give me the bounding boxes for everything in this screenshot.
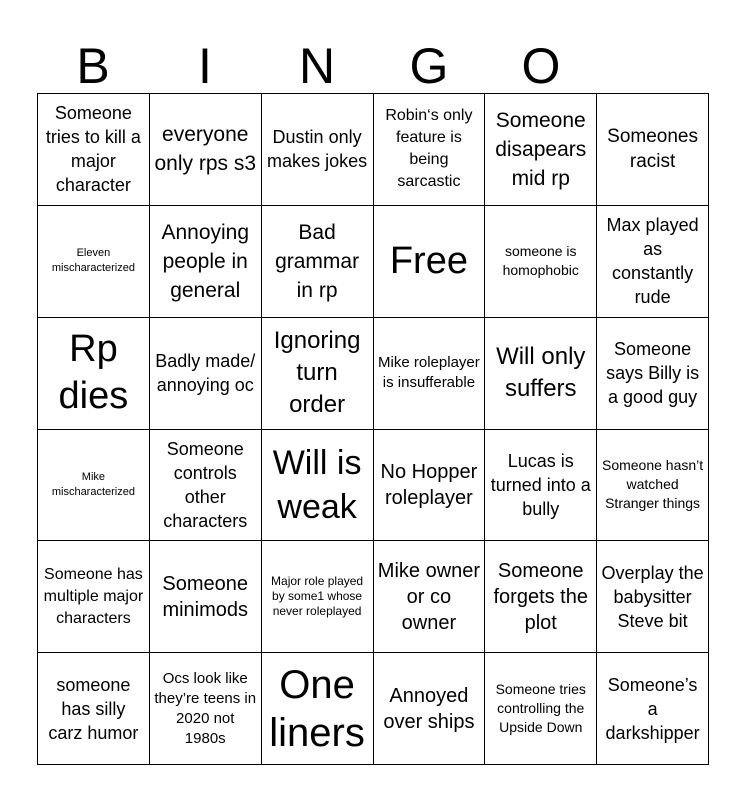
bingo-cell[interactable]	[374, 318, 486, 430]
cell-text: Will is weak	[272, 443, 362, 526]
bingo-cell[interactable]	[38, 653, 150, 765]
title-letter-g: G	[409, 38, 449, 94]
bingo-cell[interactable]	[150, 206, 262, 318]
bingo-cell[interactable]	[597, 206, 709, 318]
bingo-cell[interactable]	[262, 94, 374, 206]
cell-text: Badly made/ annoying oc	[155, 351, 256, 396]
cell-text: Robin‘s only feature is being sarcastic	[385, 107, 473, 191]
bingo-cell[interactable]	[38, 206, 150, 318]
bingo-cell[interactable]	[150, 541, 262, 653]
bingo-cell[interactable]	[597, 318, 709, 430]
bingo-cell[interactable]	[38, 430, 150, 542]
cell-text: Someone disapears mid rp	[495, 108, 587, 190]
bingo-cell[interactable]	[262, 541, 374, 653]
cell-text: Someone tries controlling the Upside Down	[495, 681, 586, 736]
bingo-cell[interactable]	[485, 653, 597, 765]
title-letter-i: I	[198, 38, 212, 94]
cell-text: No Hopper roleplayer	[380, 460, 478, 509]
cell-text: Someone tries to kill a major character	[45, 103, 141, 196]
bingo-cell[interactable]	[38, 318, 150, 430]
bingo-cell[interactable]	[38, 541, 150, 653]
bingo-cell[interactable]	[374, 653, 486, 765]
bingo-cell[interactable]	[38, 94, 150, 206]
bingo-cell[interactable]	[485, 318, 597, 430]
bingo-cell[interactable]	[485, 430, 597, 542]
cell-text: Mike owner or co owner	[377, 559, 481, 634]
cell-text: Someone minimods	[162, 572, 249, 621]
bingo-cell[interactable]	[485, 541, 597, 653]
cell-text: Free	[389, 239, 468, 282]
cell-text: Someone forgets the plot	[493, 559, 588, 634]
cell-text: Overplay the babysitter Steve bit	[601, 562, 704, 631]
bingo-cell[interactable]	[374, 430, 486, 542]
bingo-cell[interactable]	[150, 318, 262, 430]
cell-text: One liners	[269, 662, 365, 755]
cell-text: Will only suffers	[496, 343, 586, 403]
cell-text: Dustin only makes jokes	[267, 127, 368, 172]
cell-text: Mike mischaracterized	[51, 470, 135, 498]
cell-text: Someone’s a darkshipper	[605, 674, 700, 743]
cell-text: Eleven mischaracterized	[51, 247, 135, 275]
bingo-cell[interactable]	[597, 430, 709, 542]
bingo-cell[interactable]	[150, 94, 262, 206]
bingo-board	[37, 93, 709, 765]
cell-text: Rp dies	[58, 328, 129, 418]
bingo-cell[interactable]	[485, 94, 597, 206]
title-letter-o: O	[521, 38, 561, 94]
title-letter-b: B	[76, 38, 110, 94]
cell-text: Ocs look like they’re teens in 2020 not 1980s	[154, 669, 257, 747]
cell-text: Annoyed over ships	[383, 684, 475, 733]
cell-text: everyone only rps s3	[154, 123, 257, 176]
bingo-cell[interactable]	[150, 653, 262, 765]
bingo-cell-free[interactable]	[374, 206, 486, 318]
cell-text: Someone controls other characters	[163, 438, 248, 531]
bingo-cell[interactable]	[262, 653, 374, 765]
cell-text: Lucas is turned into a bully	[490, 450, 591, 519]
cell-text: Someone says Billy is a good guy	[606, 339, 700, 408]
bingo-cell[interactable]	[597, 94, 709, 206]
cell-text: Bad grammar in rp	[275, 220, 360, 302]
bingo-cell[interactable]	[262, 430, 374, 542]
title-letter-n: N	[298, 38, 336, 94]
bingo-cell[interactable]	[597, 541, 709, 653]
bingo-cell[interactable]	[262, 318, 374, 430]
cell-text: Ignoring turn order	[273, 327, 361, 419]
cell-text: Annoying people in general	[161, 220, 250, 302]
bingo-cell[interactable]	[374, 541, 486, 653]
bingo-cell[interactable]	[150, 430, 262, 542]
cell-text: Major role played by some1 whose never roleplayed	[271, 574, 364, 619]
bingo-cell[interactable]	[485, 206, 597, 318]
cell-text: Someone hasn’t watched Stranger things	[601, 457, 704, 512]
cell-text: someone has silly carz humor	[48, 674, 139, 743]
bingo-cell[interactable]	[597, 653, 709, 765]
bingo-title	[37, 38, 709, 94]
cell-text: Someones racist	[607, 126, 698, 173]
cell-text: Mike roleplayer is insufferable	[378, 354, 480, 392]
cell-text: Someone has multiple major characters	[43, 565, 144, 627]
cell-text: someone is homophobic	[502, 243, 579, 279]
cell-text: Max played as constantly rude	[606, 215, 699, 308]
bingo-cell[interactable]	[262, 206, 374, 318]
bingo-cell[interactable]	[374, 94, 486, 206]
